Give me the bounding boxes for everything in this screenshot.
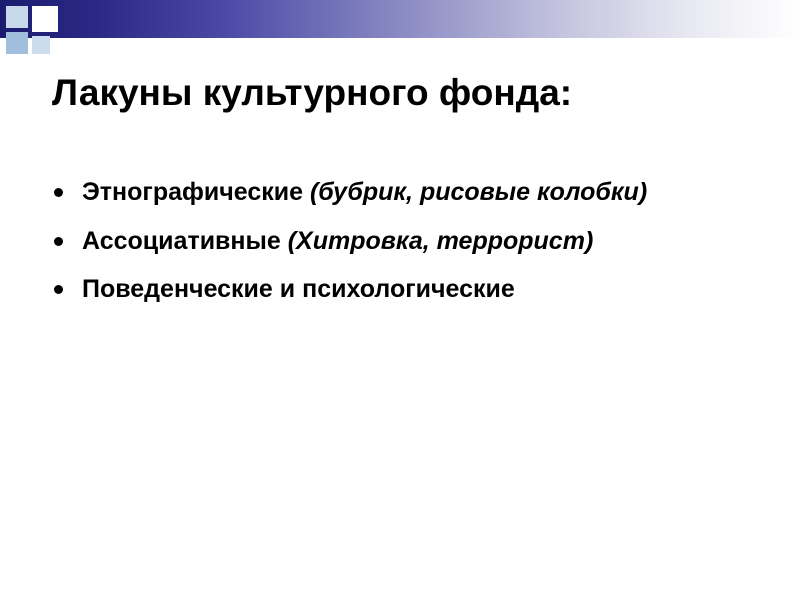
list-item-text: Этнографические bbox=[82, 178, 310, 206]
decorative-squares bbox=[0, 0, 90, 60]
list-item-emphasis: (Хитровка, террорист) bbox=[287, 226, 594, 255]
bullet-list bbox=[40, 176, 760, 322]
decorative-square-4 bbox=[32, 36, 50, 54]
header-gradient-band bbox=[0, 0, 800, 38]
list-item-text: Поведенческие и психологические bbox=[82, 275, 515, 303]
slide-title: Лакуны культурного фонда: bbox=[52, 72, 573, 113]
list-item-text: Ассоциативные bbox=[82, 226, 288, 255]
decorative-square-1 bbox=[6, 6, 28, 28]
list-item bbox=[40, 225, 760, 258]
bullet-dot-icon bbox=[54, 188, 63, 197]
bullet-dot-icon bbox=[54, 285, 63, 294]
bullet-dot-icon bbox=[54, 237, 63, 246]
list-item-emphasis: (бубрик, рисовые колобки) bbox=[309, 178, 648, 206]
decorative-square-2 bbox=[32, 6, 58, 32]
decorative-square-3 bbox=[6, 32, 28, 54]
list-item bbox=[40, 273, 760, 306]
list-item bbox=[40, 176, 760, 209]
